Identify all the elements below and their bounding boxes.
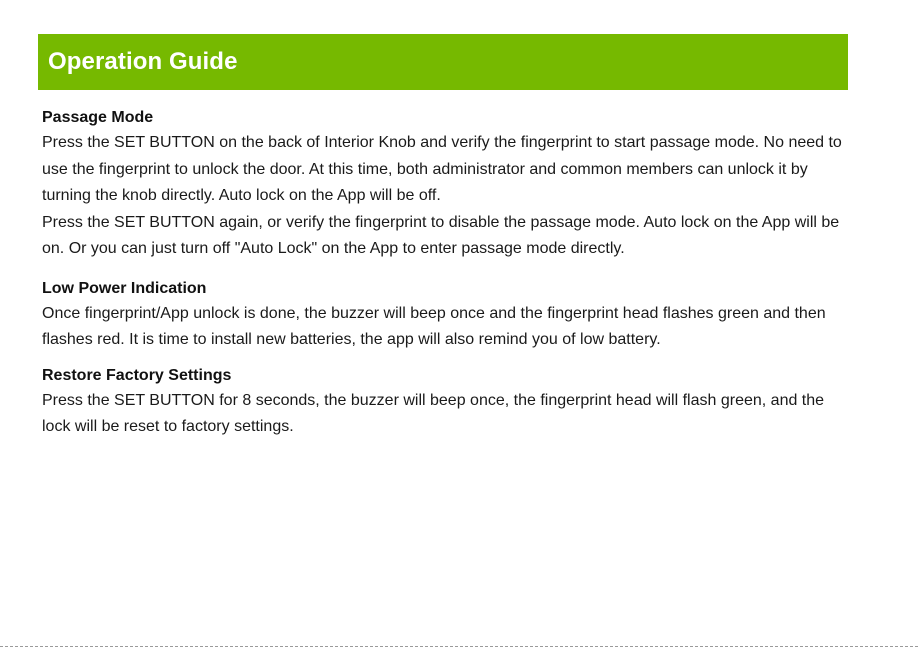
page-bottom-divider [0,646,918,647]
section-banner [38,34,848,90]
passage-mode-paragraph-1: Press the SET BUTTON on the back of Interior Knob and verify the fingerprint to start passage mode. No need to use the fingerprint to unlock the door. At this time, both administrator and common members can unlock it by turning the knob directly. Auto lock on the App will be off. [42,134,842,204]
restore-factory-section [42,364,850,441]
restore-factory-heading: Restore Factory Settings [42,366,232,384]
guide-content [42,106,850,441]
passage-mode-section [42,106,850,263]
restore-factory-paragraph: Press the SET BUTTON for 8 seconds, the buzzer will beep once, the fingerprint head will flash green, and the lock will be reset to factory settings. [42,391,825,435]
passage-mode-paragraph-2: Press the SET BUTTON again, or verify the fingerprint to disable the passage mode. Auto lock on the App will be on. Or you can just turn off "Auto Lock" on the App to enter passage mode directly. [42,213,840,257]
low-power-paragraph: Once fingerprint/App unlock is done, the buzzer will beep once and the fingerprint head flashes green and then flashes red. It is time to install new batteries, the app will also remind you of low battery. [42,304,826,348]
low-power-heading: Low Power Indication [42,279,207,297]
page-title: Operation Guide [48,48,238,75]
low-power-section [42,277,850,354]
passage-mode-heading: Passage Mode [42,109,154,126]
